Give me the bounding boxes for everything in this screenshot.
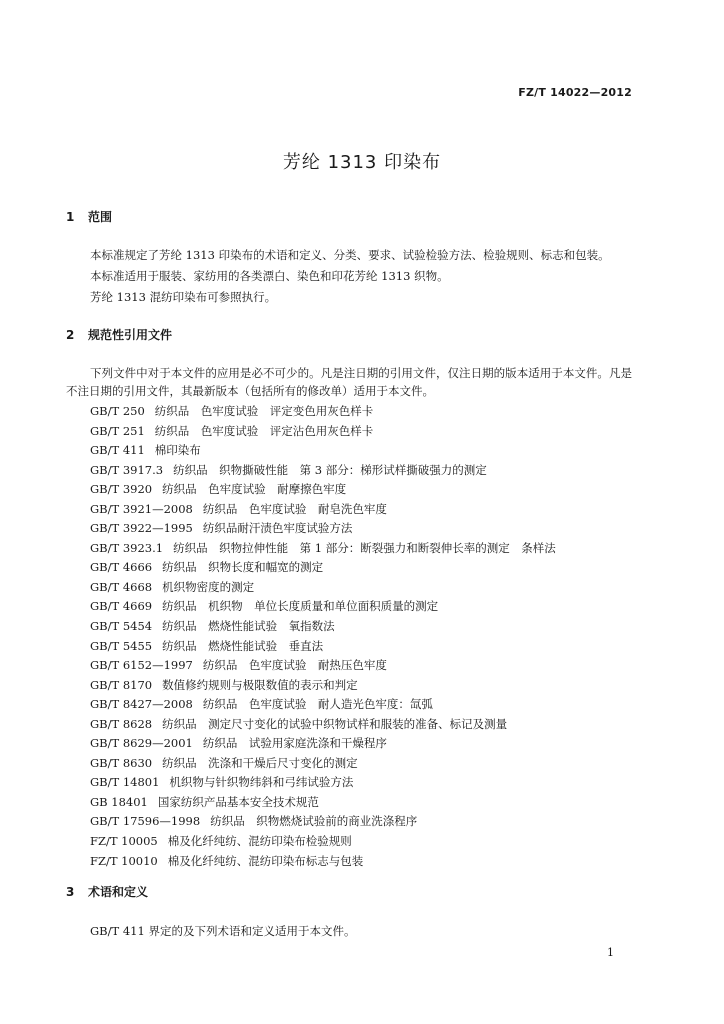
page-number: 1 [607, 946, 614, 959]
reference-code: GB/T 251 [90, 423, 145, 438]
reference-item [90, 656, 556, 676]
reference-code: GB/T 6152—1997 [90, 658, 193, 673]
reference-item [90, 793, 556, 813]
reference-code: GB 18401 [90, 794, 148, 809]
reference-item [90, 773, 556, 793]
reference-code: GB/T 8629—2001 [90, 736, 193, 751]
reference-code: GB/T 250 [90, 404, 145, 418]
reference-title: 棉印染布 [154, 443, 201, 458]
reference-code: GB/T 4666 [90, 560, 153, 575]
reference-code: GB/T 8628 [90, 716, 153, 731]
section-heading-scope [66, 208, 112, 225]
reference-title: 纺织品 测定尺寸变化的试验中织物试样和服装的准备、标记及测量 [162, 716, 508, 731]
reference-code: GB/T 3923.1 [90, 540, 164, 555]
section-title: 术语和定义 [88, 885, 149, 899]
reference-title: 纺织品 燃烧性能试验 垂直法 [162, 638, 324, 653]
reference-item [90, 812, 556, 832]
reference-item [90, 461, 556, 481]
reference-code: FZ/T 10005 [90, 834, 158, 849]
reference-item [90, 734, 556, 754]
reference-code: GB/T 8427—2008 [90, 697, 193, 712]
reference-code: GB/T 3922—1995 [90, 521, 193, 536]
references-intro-paragraph: 下列文件中对于本文件的应用是必不可少的。凡是注日期的引用文件，仅注日期的版本适用于本文件。凡是不注日期的引用文件，其最新版本（包括所有的修改单）适用于本文件。 [66, 366, 632, 398]
reference-title: 棉及化纤纯纺、混纺印染布标志与包装 [167, 853, 364, 868]
reference-code: GB/T 5455 [90, 638, 153, 653]
reference-title: 纺织品 色牢度试验 耐热压色牢度 [202, 658, 387, 673]
document-title: 芳纶 1313 印染布 [282, 152, 442, 173]
reference-code: GB/T 3920 [90, 482, 153, 497]
reference-title: 数值修约规则与极限数值的表示和判定 [162, 677, 358, 692]
reference-title: 纺织品 色牢度试验 评定沾色用灰色样卡 [154, 423, 374, 438]
reference-title: 纺织品 色牢度试验 评定变色用灰色样卡 [154, 404, 374, 418]
reference-title: 纺织品 织物燃烧试验前的商业洗涤程序 [210, 814, 418, 829]
reference-title: 纺织品 织物长度和幅宽的测定 [162, 560, 324, 575]
terms-paragraph: GB/T 411 界定的及下列术语和定义适用于本文件。 [90, 924, 356, 938]
reference-title: 棉及化纤纯纺、混纺印染布检验规则 [167, 834, 352, 849]
reference-code: GB/T 14801 [90, 775, 160, 790]
document-code: FZ/T 14022—2012 [518, 86, 632, 99]
reference-item [90, 754, 556, 774]
reference-item [90, 578, 556, 598]
reference-title: 纺织品 试验用家庭洗涤和干燥程序 [202, 736, 387, 751]
reference-code: GB/T 17596—1998 [90, 814, 201, 829]
reference-item [90, 539, 556, 559]
reference-item [90, 852, 556, 872]
reference-title: 纺织品耐汗渍色牢度试验方法 [202, 521, 353, 536]
reference-title: 纺织品 洗涤和干燥后尺寸变化的测定 [162, 755, 358, 770]
reference-code: GB/T 4669 [90, 599, 153, 614]
scope-paragraph: 芳纶 1313 混纺印染布可参照执行。 [90, 290, 277, 304]
reference-list [90, 402, 556, 871]
section-heading-terms-definitions [66, 883, 148, 900]
reference-title: 纺织品 织物撕破性能 第 3 部分：梯形试样撕破强力的测定 [173, 462, 487, 477]
reference-item [90, 558, 556, 578]
reference-title: 机织物密度的测定 [162, 579, 255, 594]
scope-paragraph: 本标准规定了芳纶 1313 印染布的术语和定义、分类、要求、试验检验方法、检验规则、标志和包装。 [90, 248, 610, 262]
reference-title: 纺织品 色牢度试验 耐皂洗色牢度 [202, 501, 387, 516]
reference-item [90, 402, 556, 422]
reference-item [90, 832, 556, 852]
reference-code: GB/T 5454 [90, 619, 153, 634]
reference-item [90, 715, 556, 735]
reference-title: 纺织品 色牢度试验 耐人造光色牢度：氙弧 [202, 697, 433, 712]
reference-code: GB/T 3917.3 [90, 462, 164, 477]
reference-title: 纺织品 机织物 单位长度质量和单位面积质量的测定 [162, 599, 439, 614]
reference-item [90, 637, 556, 657]
reference-title: 纺织品 色牢度试验 耐摩擦色牢度 [162, 482, 347, 497]
section-title: 范围 [88, 210, 113, 224]
reference-title: 机织物与针织物纬斜和弓纬试验方法 [169, 775, 354, 790]
reference-code: GB/T 4668 [90, 579, 153, 594]
scope-paragraph: 本标准适用于服装、家纺用的各类漂白、染色和印花芳纶 1313 织物。 [90, 269, 449, 283]
reference-code: GB/T 8170 [90, 677, 153, 692]
reference-item [90, 676, 556, 696]
reference-item [90, 519, 556, 539]
reference-item [90, 441, 556, 461]
reference-item [90, 480, 556, 500]
section-title: 规范性引用文件 [88, 328, 173, 342]
section-heading-normative-references [66, 326, 172, 343]
reference-code: GB/T 8630 [90, 755, 153, 770]
reference-item [90, 422, 556, 442]
reference-code: GB/T 411 [90, 443, 145, 458]
reference-item [90, 500, 556, 520]
reference-item [90, 695, 556, 715]
reference-code: FZ/T 10010 [90, 853, 158, 868]
reference-title: 国家纺织产品基本安全技术规范 [157, 794, 319, 809]
reference-item [90, 617, 556, 637]
reference-code: GB/T 3921—2008 [90, 501, 193, 516]
section-number: 2 [66, 328, 75, 342]
section-number: 1 [66, 210, 75, 224]
reference-item [90, 597, 556, 617]
reference-title: 纺织品 燃烧性能试验 氧指数法 [162, 619, 335, 634]
section-number: 3 [66, 885, 75, 899]
reference-title: 纺织品 织物拉伸性能 第 1 部分：断裂强力和断裂伸长率的测定 条样法 [173, 540, 556, 555]
